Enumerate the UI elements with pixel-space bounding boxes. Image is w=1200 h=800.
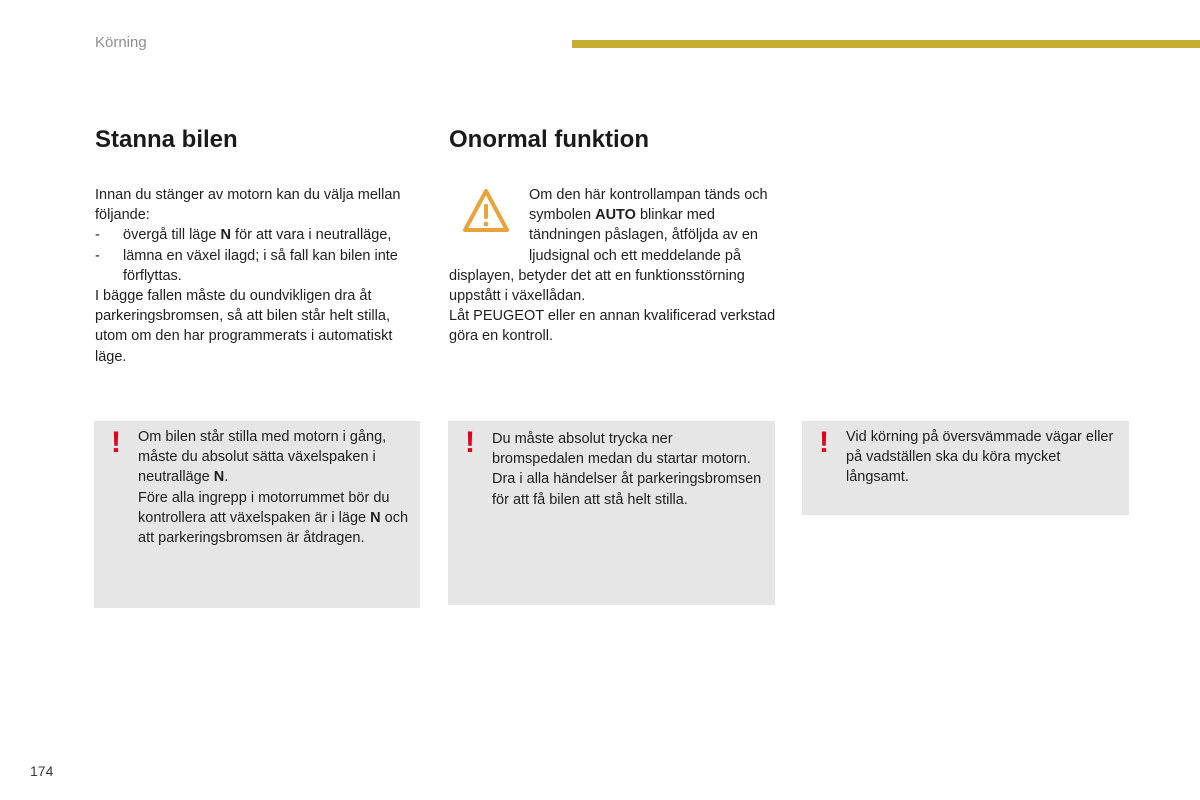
list-item xyxy=(95,225,425,245)
warning-note-box xyxy=(448,421,775,605)
note-paragraph: Om bilen står stilla med motorn i gång, måste du absolut sätta växelspaken i neutralläge N. xyxy=(138,429,387,486)
warning-note-text xyxy=(492,429,767,510)
bullet-dash: - xyxy=(95,247,100,264)
warning-note-text xyxy=(846,427,1121,488)
note-paragraph: Vid körning på översvämmade vägar eller på vadställen ska du köra mycket långsamt. xyxy=(846,429,1114,486)
exclamation-icon: ! xyxy=(819,426,829,459)
warning-note-box xyxy=(802,421,1129,515)
abnormal-function-body xyxy=(449,185,777,347)
bullet-text: lämna en växel ilagd; i så fall kan bilen inte förflyttas. xyxy=(123,247,398,284)
note-paragraph: Dra i alla händelser åt parkeringsbromsen för att få bilen att stå helt stilla. xyxy=(492,471,762,508)
stop-car-intro: Innan du stänger av motorn kan du välja mellan följande: xyxy=(95,187,401,224)
page-number: 174 xyxy=(30,763,54,779)
section-title-abnormal-function: Onormal funktion xyxy=(449,126,649,153)
stop-car-body xyxy=(95,185,425,367)
section-title-stop-car: Stanna bilen xyxy=(95,126,238,153)
warning-light-area xyxy=(449,187,529,247)
abnormal-function-advice: Låt PEUGEOT eller en annan kvalificerad verkstad göra en kontroll. xyxy=(449,308,776,345)
exclamation-icon: ! xyxy=(465,426,475,459)
note-paragraph: Före alla ingrepp i motorrummet bör du kontrollera att växelspaken är i läge N och att parkeringsbromsen är åtdragen. xyxy=(138,489,409,547)
chapter-accent-bar xyxy=(572,40,1200,48)
warning-note-text xyxy=(138,427,412,548)
warning-note-box xyxy=(94,421,420,608)
stop-car-conclusion: I bägge fallen måste du oundvikligen dra åt parkeringsbromsen, så att bilen står helt stilla, utom om den har programmerats i automatiskt läge. xyxy=(95,288,393,365)
exclamation-icon: ! xyxy=(111,426,121,459)
warning-triangle-icon xyxy=(461,187,511,235)
list-item xyxy=(95,246,425,286)
bullet-dash: - xyxy=(95,227,100,244)
abnormal-function-paragraph: Om den här kontrollampan tänds och symbolen AUTO blinkar med tändningen påslagen, åtföljda av en ljudsignal och ett meddelande på displayen, betyder det att en funktionsstörning uppstått i växellådan. xyxy=(449,187,768,305)
note-paragraph: Du måste absolut trycka ner bromspedalen medan du startar motorn. xyxy=(492,431,751,468)
chapter-label: Körning xyxy=(95,34,147,51)
bullet-text: övergå till läge N för att vara i neutralläge, xyxy=(123,227,392,244)
